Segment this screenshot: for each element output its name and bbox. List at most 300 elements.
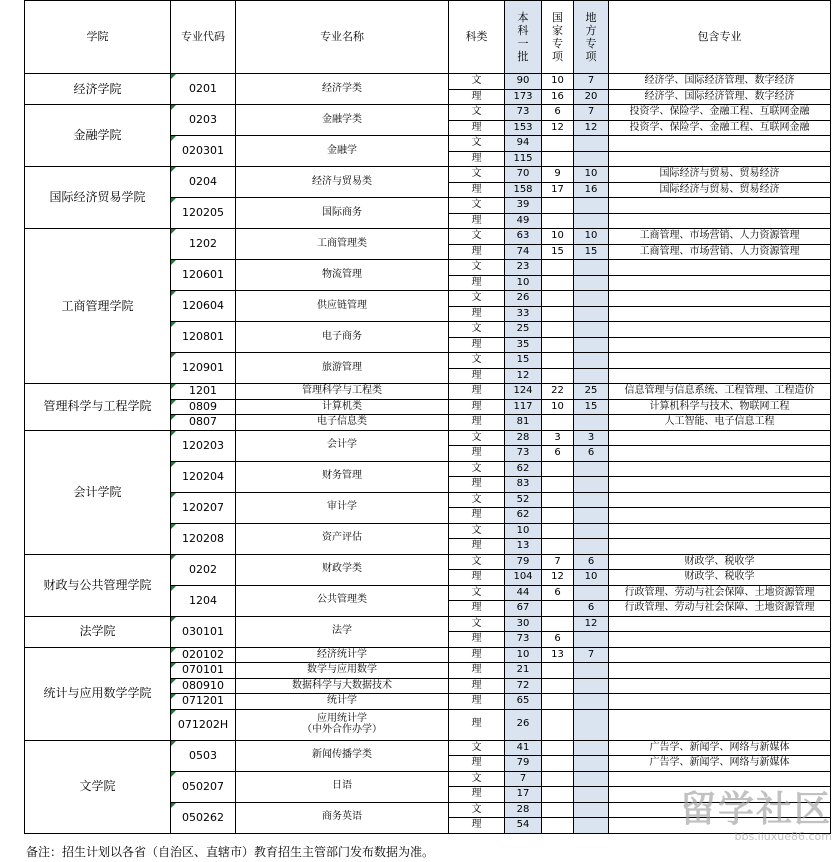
major-code: 120604	[171, 291, 236, 322]
track-cell: 文	[449, 229, 505, 245]
major-code: 0807	[171, 415, 236, 431]
first-batch-count: 115	[505, 151, 542, 167]
included-majors: 行政管理、劳动与社会保障、土地资源管理	[609, 585, 831, 601]
local-count	[574, 275, 609, 291]
local-count	[574, 523, 609, 539]
college-name: 国际经济贸易学院	[25, 167, 171, 229]
header-first-batch: 本科一批	[505, 1, 542, 74]
major-code: 0202	[171, 554, 236, 585]
track-cell: 理	[449, 89, 505, 105]
included-majors: 投资学、保险学、金融工程、互联网金融	[609, 105, 831, 121]
college-name: 财政与公共管理学院	[25, 554, 171, 616]
first-batch-count: 73	[505, 632, 542, 648]
national-count: 17	[542, 182, 574, 198]
table-row	[25, 167, 831, 183]
watermark-url: bbs.liuxue86.com	[734, 830, 832, 843]
major-name: 金融学类	[236, 105, 449, 136]
track-cell: 文	[449, 492, 505, 508]
track-cell: 理	[449, 120, 505, 136]
major-name: 新闻传播学类	[236, 740, 449, 771]
enrollment-plan-table	[24, 0, 831, 834]
included-majors: 投资学、保险学、金融工程、互联网金融	[609, 120, 831, 136]
local-count: 10	[574, 229, 609, 245]
national-count	[542, 601, 574, 617]
local-count: 7	[574, 105, 609, 121]
national-count	[542, 802, 574, 818]
track-cell: 理	[449, 508, 505, 524]
local-count	[574, 260, 609, 276]
track-cell: 文	[449, 353, 505, 369]
local-count: 15	[574, 244, 609, 260]
local-count	[574, 322, 609, 338]
table-row	[25, 384, 831, 400]
national-count: 9	[542, 167, 574, 183]
local-count: 20	[574, 89, 609, 105]
track-cell: 文	[449, 74, 505, 90]
table-row	[25, 554, 831, 570]
major-code: 0201	[171, 74, 236, 105]
first-batch-count: 49	[505, 213, 542, 229]
major-code: 0204	[171, 167, 236, 198]
major-code: 120208	[171, 523, 236, 554]
first-batch-count: 90	[505, 74, 542, 90]
major-code: 120203	[171, 430, 236, 461]
college-name: 经济学院	[25, 74, 171, 105]
national-count: 12	[542, 570, 574, 586]
national-count	[542, 616, 574, 632]
local-count: 6	[574, 446, 609, 462]
first-batch-count: 62	[505, 461, 542, 477]
included-majors: 信息管理与信息系统、工程管理、工程造价	[609, 384, 831, 400]
major-name: 金融学	[236, 136, 449, 167]
header-row	[25, 1, 831, 74]
local-count	[574, 678, 609, 694]
national-count	[542, 523, 574, 539]
local-count: 7	[574, 74, 609, 90]
first-batch-count: 30	[505, 616, 542, 632]
college-name: 统计与应用数学学院	[25, 647, 171, 740]
first-batch-count: 15	[505, 353, 542, 369]
included-majors: 国际经济与贸易、贸易经济	[609, 182, 831, 198]
college-name: 管理科学与工程学院	[25, 384, 171, 431]
national-count	[542, 368, 574, 384]
track-cell: 文	[449, 322, 505, 338]
local-count	[574, 756, 609, 772]
track-cell: 理	[449, 647, 505, 663]
included-majors	[609, 291, 831, 307]
national-count: 13	[542, 647, 574, 663]
included-majors: 计算机科学与技术、物联网工程	[609, 399, 831, 415]
track-cell: 文	[449, 802, 505, 818]
national-count	[542, 539, 574, 555]
national-count: 12	[542, 120, 574, 136]
major-code: 020102	[171, 647, 236, 663]
first-batch-count: 25	[505, 322, 542, 338]
included-majors	[609, 678, 831, 694]
national-count: 16	[542, 89, 574, 105]
local-count	[574, 492, 609, 508]
table-row	[25, 74, 831, 90]
track-cell: 文	[449, 616, 505, 632]
track-cell: 理	[449, 694, 505, 710]
track-cell: 理	[449, 337, 505, 353]
first-batch-count: 44	[505, 585, 542, 601]
track-cell: 文	[449, 136, 505, 152]
first-batch-count: 67	[505, 601, 542, 617]
track-cell: 理	[449, 182, 505, 198]
local-count: 16	[574, 182, 609, 198]
local-count	[574, 663, 609, 679]
college-name: 金融学院	[25, 105, 171, 167]
included-majors	[609, 508, 831, 524]
included-majors	[609, 632, 831, 648]
track-cell: 文	[449, 740, 505, 756]
first-batch-count: 52	[505, 492, 542, 508]
included-majors	[609, 647, 831, 663]
track-cell: 理	[449, 415, 505, 431]
major-code: 120601	[171, 260, 236, 291]
local-count: 10	[574, 167, 609, 183]
major-name: 日语	[236, 771, 449, 802]
track-cell: 理	[449, 275, 505, 291]
major-name-line1: 应用统计学	[317, 713, 367, 724]
local-count	[574, 306, 609, 322]
national-count	[542, 477, 574, 493]
first-batch-count: 41	[505, 740, 542, 756]
track-cell: 理	[449, 151, 505, 167]
national-count	[542, 306, 574, 322]
local-count	[574, 740, 609, 756]
local-count	[574, 337, 609, 353]
local-count: 12	[574, 616, 609, 632]
table-row	[25, 740, 831, 756]
first-batch-count: 10	[505, 523, 542, 539]
first-batch-count: 26	[505, 291, 542, 307]
first-batch-count: 7	[505, 771, 542, 787]
major-code: 1204	[171, 585, 236, 616]
major-code: 080910	[171, 678, 236, 694]
national-count: 10	[542, 229, 574, 245]
major-name: 旅游管理	[236, 353, 449, 384]
local-count	[574, 694, 609, 710]
included-majors: 财政学、税收学	[609, 554, 831, 570]
track-cell: 文	[449, 461, 505, 477]
first-batch-count: 26	[505, 709, 542, 740]
first-batch-count: 158	[505, 182, 542, 198]
included-majors	[609, 446, 831, 462]
track-cell: 理	[449, 632, 505, 648]
major-code: 020301	[171, 136, 236, 167]
local-count	[574, 787, 609, 803]
local-count	[574, 818, 609, 834]
track-cell: 文	[449, 167, 505, 183]
first-batch-count: 63	[505, 229, 542, 245]
major-name: 会计学	[236, 430, 449, 461]
included-majors: 财政学、税收学	[609, 570, 831, 586]
major-code: 071202H	[171, 709, 236, 740]
major-code: 0809	[171, 399, 236, 415]
major-name: 电子商务	[236, 322, 449, 353]
track-cell: 理	[449, 213, 505, 229]
included-majors	[609, 260, 831, 276]
major-code: 120207	[171, 492, 236, 523]
included-majors	[609, 337, 831, 353]
major-name: 数据科学与大数据技术	[236, 678, 449, 694]
included-majors	[609, 523, 831, 539]
track-cell: 理	[449, 601, 505, 617]
first-batch-count: 73	[505, 446, 542, 462]
track-cell: 理	[449, 244, 505, 260]
national-count	[542, 709, 574, 740]
track-cell: 理	[449, 306, 505, 322]
national-count	[542, 415, 574, 431]
header-code: 专业代码	[171, 1, 236, 74]
track-cell: 理	[449, 384, 505, 400]
local-count: 25	[574, 384, 609, 400]
national-count	[542, 492, 574, 508]
included-majors	[609, 430, 831, 446]
local-count: 6	[574, 554, 609, 570]
first-batch-count: 10	[505, 275, 542, 291]
included-majors: 经济学、国际经济管理、数字经济	[609, 89, 831, 105]
first-batch-count: 62	[505, 508, 542, 524]
major-code: 030101	[171, 616, 236, 647]
national-count: 6	[542, 585, 574, 601]
national-count	[542, 322, 574, 338]
local-count	[574, 213, 609, 229]
major-name: 经济学类	[236, 74, 449, 105]
track-cell: 理	[449, 477, 505, 493]
college-name: 工商管理学院	[25, 229, 171, 384]
track-cell: 文	[449, 554, 505, 570]
major-name: 商务英语	[236, 802, 449, 833]
local-count	[574, 151, 609, 167]
college-name: 法学院	[25, 616, 171, 647]
major-code: 050262	[171, 802, 236, 833]
first-batch-count: 153	[505, 120, 542, 136]
national-count	[542, 337, 574, 353]
first-batch-count: 39	[505, 198, 542, 214]
national-count: 6	[542, 632, 574, 648]
first-batch-count: 54	[505, 818, 542, 834]
first-batch-count: 124	[505, 384, 542, 400]
local-count	[574, 709, 609, 740]
track-cell: 理	[449, 539, 505, 555]
first-batch-count: 70	[505, 167, 542, 183]
national-count: 10	[542, 74, 574, 90]
included-majors	[609, 802, 831, 818]
local-count	[574, 477, 609, 493]
national-count	[542, 198, 574, 214]
first-batch-count: 73	[505, 105, 542, 121]
major-name: 供应链管理	[236, 291, 449, 322]
major-name: 国际商务	[236, 198, 449, 229]
header-national: 国家专项	[542, 1, 574, 74]
first-batch-count: 23	[505, 260, 542, 276]
included-majors: 广告学、新闻学、网络与新媒体	[609, 756, 831, 772]
local-count	[574, 508, 609, 524]
first-batch-count: 83	[505, 477, 542, 493]
college-name: 文学院	[25, 740, 171, 833]
table-row	[25, 105, 831, 121]
local-count	[574, 353, 609, 369]
national-count: 7	[542, 554, 574, 570]
national-count: 6	[542, 105, 574, 121]
included-majors: 行政管理、劳动与社会保障、土地资源管理	[609, 601, 831, 617]
major-name: 经济与贸易类	[236, 167, 449, 198]
first-batch-count: 117	[505, 399, 542, 415]
first-batch-count: 35	[505, 337, 542, 353]
first-batch-count: 33	[505, 306, 542, 322]
first-batch-count: 12	[505, 368, 542, 384]
track-cell: 理	[449, 446, 505, 462]
track-cell: 理	[449, 787, 505, 803]
included-majors	[609, 213, 831, 229]
included-majors	[609, 694, 831, 710]
first-batch-count: 81	[505, 415, 542, 431]
local-count	[574, 802, 609, 818]
local-count: 6	[574, 601, 609, 617]
national-count	[542, 275, 574, 291]
major-name: 经济统计学	[236, 647, 449, 663]
college-name: 会计学院	[25, 430, 171, 554]
included-majors	[609, 616, 831, 632]
included-majors	[609, 151, 831, 167]
track-cell: 理	[449, 818, 505, 834]
national-count	[542, 213, 574, 229]
included-majors: 工商管理、市场营销、人力资源管理	[609, 244, 831, 260]
national-count	[542, 663, 574, 679]
major-code: 0203	[171, 105, 236, 136]
header-college: 学院	[25, 1, 171, 74]
local-count: 15	[574, 399, 609, 415]
major-code: 120204	[171, 461, 236, 492]
first-batch-count: 65	[505, 694, 542, 710]
major-name: 工商管理类	[236, 229, 449, 260]
included-majors	[609, 306, 831, 322]
national-count	[542, 818, 574, 834]
first-batch-count: 17	[505, 787, 542, 803]
header-includes: 包含专业	[609, 1, 831, 74]
first-batch-count: 72	[505, 678, 542, 694]
national-count	[542, 508, 574, 524]
included-majors: 人工智能、电子信息工程	[609, 415, 831, 431]
first-batch-count: 21	[505, 663, 542, 679]
included-majors: 国际经济与贸易、贸易经济	[609, 167, 831, 183]
local-count	[574, 198, 609, 214]
included-majors	[609, 787, 831, 803]
national-count	[542, 151, 574, 167]
first-batch-count: 79	[505, 756, 542, 772]
major-code: 070101	[171, 663, 236, 679]
local-count	[574, 585, 609, 601]
track-cell: 文	[449, 260, 505, 276]
included-majors	[609, 136, 831, 152]
watermark-text: 留学社区	[679, 789, 832, 830]
major-name: 财务管理	[236, 461, 449, 492]
major-code: 071201	[171, 694, 236, 710]
national-count	[542, 678, 574, 694]
included-majors: 广告学、新闻学、网络与新媒体	[609, 740, 831, 756]
major-name: 物流管理	[236, 260, 449, 291]
local-count	[574, 136, 609, 152]
first-batch-count: 104	[505, 570, 542, 586]
major-code: 1202	[171, 229, 236, 260]
national-count	[542, 136, 574, 152]
table-row	[25, 229, 831, 245]
local-count	[574, 539, 609, 555]
major-name: 财政学类	[236, 554, 449, 585]
included-majors	[609, 492, 831, 508]
first-batch-count: 28	[505, 430, 542, 446]
major-code: 0503	[171, 740, 236, 771]
major-code: 120901	[171, 353, 236, 384]
track-cell: 文	[449, 523, 505, 539]
header-name: 专业名称	[236, 1, 449, 74]
major-name-line2: （中外合作办学）	[302, 723, 382, 735]
local-count	[574, 771, 609, 787]
included-majors	[609, 709, 831, 740]
included-majors	[609, 322, 831, 338]
included-majors	[609, 353, 831, 369]
major-name: 统计学	[236, 694, 449, 710]
local-count	[574, 415, 609, 431]
track-cell: 理	[449, 368, 505, 384]
local-count: 12	[574, 120, 609, 136]
track-cell: 理	[449, 709, 505, 740]
major-name: 审计学	[236, 492, 449, 523]
national-count	[542, 694, 574, 710]
track-cell: 文	[449, 771, 505, 787]
first-batch-count: 79	[505, 554, 542, 570]
included-majors	[609, 539, 831, 555]
national-count: 6	[542, 446, 574, 462]
local-count	[574, 461, 609, 477]
national-count: 22	[542, 384, 574, 400]
major-name: 电子信息类	[236, 415, 449, 431]
included-majors	[609, 368, 831, 384]
major-code: 1201	[171, 384, 236, 400]
header-track: 科类	[449, 1, 505, 74]
table-row	[25, 647, 831, 663]
header-local: 地方专项	[574, 1, 609, 74]
first-batch-count: 74	[505, 244, 542, 260]
national-count: 3	[542, 430, 574, 446]
track-cell: 文	[449, 105, 505, 121]
included-majors	[609, 477, 831, 493]
included-majors	[609, 275, 831, 291]
included-majors	[609, 663, 831, 679]
local-count	[574, 632, 609, 648]
track-cell: 理	[449, 570, 505, 586]
footnote: 备注：招生计划以各省（自治区、直辖市）教育招生主管部门发布数据为准。	[26, 845, 435, 859]
track-cell: 理	[449, 663, 505, 679]
table-row	[25, 616, 831, 632]
first-batch-count: 10	[505, 647, 542, 663]
major-code: 050207	[171, 771, 236, 802]
major-name: 公共管理类	[236, 585, 449, 616]
local-count: 3	[574, 430, 609, 446]
national-count	[542, 461, 574, 477]
local-count	[574, 291, 609, 307]
major-name	[236, 709, 449, 740]
national-count	[542, 260, 574, 276]
track-cell: 理	[449, 756, 505, 772]
national-count	[542, 353, 574, 369]
track-cell: 理	[449, 678, 505, 694]
included-majors: 经济学、国际经济管理、数字经济	[609, 74, 831, 90]
major-name: 法学	[236, 616, 449, 647]
